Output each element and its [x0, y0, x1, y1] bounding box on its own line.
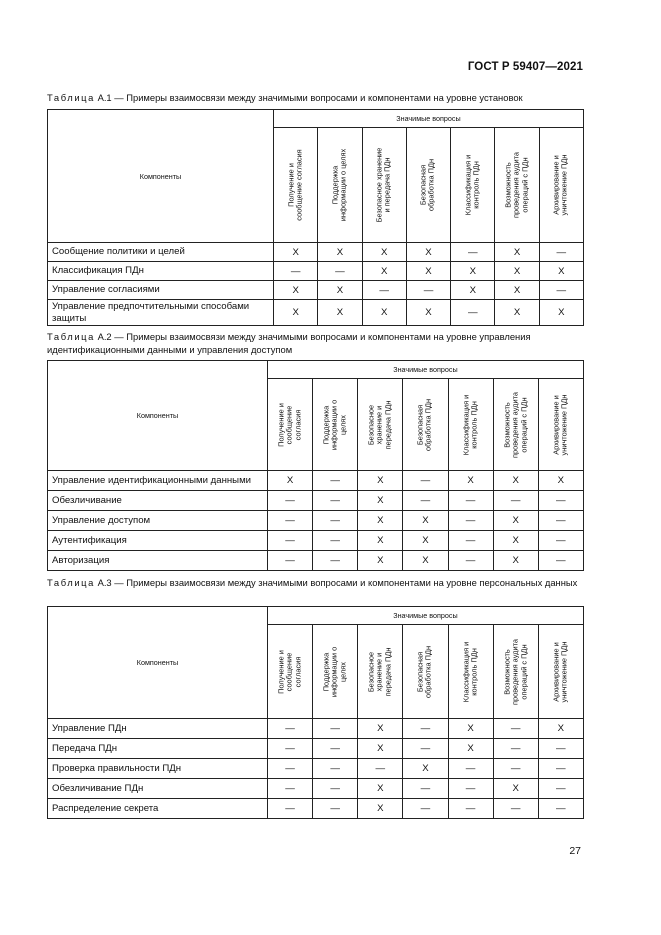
column-header [318, 128, 362, 243]
column-header [268, 625, 313, 719]
column-header [539, 128, 583, 243]
relation-mark: X [406, 300, 450, 326]
relation-mark: X [358, 719, 403, 739]
relation-mark: X [495, 281, 539, 300]
relation-mark: — [268, 491, 313, 511]
relation-mark: X [362, 300, 406, 326]
column-header [362, 128, 406, 243]
column-header [493, 625, 538, 719]
table-row [48, 779, 584, 799]
significant-questions-header: Значимые вопросы [268, 361, 584, 379]
relation-mark: X [403, 531, 448, 551]
relation-mark: — [493, 491, 538, 511]
column-header-label: Безопасное хранение и передача ПДн [366, 400, 393, 449]
relation-mark: — [448, 531, 493, 551]
column-header [313, 379, 358, 471]
relation-mark: — [538, 779, 583, 799]
relation-mark: — [539, 281, 583, 300]
relation-mark: — [318, 262, 362, 281]
table-row [48, 471, 584, 491]
relation-mark: X [268, 471, 313, 491]
relation-mark: X [318, 300, 362, 326]
relation-mark: — [313, 759, 358, 779]
relation-mark: X [538, 719, 583, 739]
relation-mark: X [318, 243, 362, 262]
table-row [48, 511, 584, 531]
column-header [313, 625, 358, 719]
page-number: 27 [569, 845, 581, 857]
relation-mark: X [274, 281, 318, 300]
component-name: Проверка правильности ПДн [48, 759, 268, 779]
table-row [48, 759, 584, 779]
relation-mark: X [448, 719, 493, 739]
relation-mark: — [493, 799, 538, 819]
relation-mark: X [358, 799, 403, 819]
component-name: Управление предпочтительными способами защиты [48, 300, 274, 326]
significant-questions-header: Значимые вопросы [274, 110, 584, 128]
relation-mark: X [358, 511, 403, 531]
relation-mark: — [538, 739, 583, 759]
table-a2 [47, 360, 584, 571]
table-a3-caption [47, 577, 583, 590]
relation-mark: X [495, 300, 539, 326]
relation-mark: — [493, 739, 538, 759]
relation-mark: X [493, 511, 538, 531]
column-header-label: Безопасная обработка ПДн [416, 398, 434, 451]
component-name: Передача ПДн [48, 739, 268, 759]
relation-mark: — [403, 719, 448, 739]
relation-mark: X [495, 243, 539, 262]
relation-mark: — [313, 551, 358, 571]
table-a1-caption [47, 92, 583, 105]
column-header-label: Безопасная обработка ПДн [419, 158, 437, 212]
relation-mark: — [268, 759, 313, 779]
relation-mark: — [538, 491, 583, 511]
relation-mark: X [358, 491, 403, 511]
column-header-label: Получение и сообщение согласия [276, 649, 303, 694]
column-header-label: Архивирование и уничтожение ПДн [551, 641, 569, 702]
column-header [451, 128, 495, 243]
relation-mark: — [538, 759, 583, 779]
relation-mark: — [274, 262, 318, 281]
table-a3 [47, 606, 584, 819]
column-header-label: Поддержка информации о целях [321, 646, 348, 697]
relation-mark: X [403, 551, 448, 571]
column-header [403, 379, 448, 471]
table-row [48, 799, 584, 819]
relation-mark: — [406, 281, 450, 300]
relation-mark: — [538, 511, 583, 531]
column-header-label: Получение и сообщение согласия [286, 149, 304, 221]
component-name: Обезличивание ПДн [48, 779, 268, 799]
component-name: Классификация ПДн [48, 262, 274, 281]
relation-mark: X [362, 262, 406, 281]
relation-mark: — [538, 531, 583, 551]
relation-mark: X [448, 739, 493, 759]
relation-mark: — [448, 491, 493, 511]
relation-mark: — [448, 799, 493, 819]
table-row [48, 719, 584, 739]
relation-mark: — [448, 759, 493, 779]
table-title: — Примеры взаимосвязи между значимыми вопросами и компонентами на уровне установок [111, 92, 523, 103]
component-name: Авторизация [48, 551, 268, 571]
column-header [358, 625, 403, 719]
relation-mark: X [358, 739, 403, 759]
relation-mark: — [538, 799, 583, 819]
relation-mark: — [268, 799, 313, 819]
relation-mark: — [539, 243, 583, 262]
column-header-label: Архивирование и уничтожение ПДн [551, 394, 569, 455]
table-label: Таблица [47, 577, 95, 588]
column-header [448, 625, 493, 719]
relation-mark: — [268, 719, 313, 739]
relation-mark: X [358, 779, 403, 799]
table-number: А.1 [97, 92, 112, 103]
relation-mark: — [358, 759, 403, 779]
table-row [48, 531, 584, 551]
relation-mark: X [406, 262, 450, 281]
relation-mark: — [268, 511, 313, 531]
column-header-label: Возможность проведения аудита операций с ПДн [503, 151, 530, 219]
column-header-label: Архивирование и уничтожение ПДн [551, 154, 570, 216]
relation-mark: — [451, 243, 495, 262]
relation-mark: X [358, 471, 403, 491]
component-name: Управление согласиями [48, 281, 274, 300]
relation-mark: — [313, 471, 358, 491]
table-row [48, 300, 584, 326]
relation-mark: — [493, 719, 538, 739]
relation-mark: X [448, 471, 493, 491]
relation-mark: — [313, 491, 358, 511]
relation-mark: X [358, 531, 403, 551]
relation-mark: — [493, 759, 538, 779]
relation-mark: X [274, 300, 318, 326]
table-row [48, 739, 584, 759]
relation-mark: X [451, 262, 495, 281]
relation-mark: — [313, 511, 358, 531]
table-a1 [47, 109, 584, 326]
component-name: Аутентификация [48, 531, 268, 551]
column-header [268, 379, 313, 471]
column-header [403, 625, 448, 719]
column-header-label: Классификация и контроль ПДн [461, 641, 479, 702]
relation-mark: — [268, 739, 313, 759]
component-name: Управление идентификационными данными [48, 471, 268, 491]
relation-mark: X [539, 300, 583, 326]
table-row [48, 243, 584, 262]
table-row [48, 551, 584, 571]
table-number: А.3 [97, 577, 112, 588]
table-row [48, 262, 584, 281]
component-name: Распределение секрета [48, 799, 268, 819]
table-number: А.2 [97, 331, 112, 342]
component-name: Обезличивание [48, 491, 268, 511]
relation-mark: — [448, 511, 493, 531]
relation-mark: X [493, 471, 538, 491]
column-header-label: Классификация и контроль ПДн [463, 154, 481, 216]
column-header [406, 128, 450, 243]
column-header-label: Поддержка информации о целях [330, 148, 348, 222]
relation-mark: — [403, 491, 448, 511]
table-label: Таблица [47, 92, 95, 103]
column-header-label: Поддержка информации о целях [321, 399, 348, 450]
column-header-label: Безопасное хранение и передача ПДн [374, 147, 393, 223]
relation-mark: — [403, 471, 448, 491]
relation-mark: — [448, 779, 493, 799]
relation-mark: — [403, 799, 448, 819]
relation-mark: X [406, 243, 450, 262]
relation-mark: — [313, 719, 358, 739]
column-header-label: Безопасная обработка ПДн [416, 645, 434, 698]
components-header: Компоненты [48, 110, 274, 243]
components-header: Компоненты [48, 607, 268, 719]
column-header [538, 379, 583, 471]
relation-mark: — [268, 531, 313, 551]
component-name: Управление доступом [48, 511, 268, 531]
relation-mark: X [538, 471, 583, 491]
column-header-label: Безопасное хранение и передача ПДн [366, 647, 393, 696]
table-a2-caption [47, 331, 583, 356]
column-header-label: Возможность проведения аудита операций с ПДн [502, 638, 528, 705]
relation-mark: — [403, 779, 448, 799]
relation-mark: — [403, 739, 448, 759]
relation-mark: X [493, 531, 538, 551]
relation-mark: — [313, 739, 358, 759]
relation-mark: X [403, 759, 448, 779]
relation-mark: — [362, 281, 406, 300]
relation-mark: — [451, 300, 495, 326]
table-row [48, 491, 584, 511]
relation-mark: X [274, 243, 318, 262]
table-label: Таблица [47, 331, 95, 342]
column-header [358, 379, 403, 471]
component-name: Управление ПДн [48, 719, 268, 739]
relation-mark: X [493, 779, 538, 799]
relation-mark: — [313, 799, 358, 819]
relation-mark: X [362, 243, 406, 262]
column-header [274, 128, 318, 243]
column-header-label: Получение и сообщение согласия [276, 402, 303, 447]
relation-mark: X [451, 281, 495, 300]
column-header [538, 625, 583, 719]
relation-mark: X [495, 262, 539, 281]
column-header [448, 379, 493, 471]
table-title: — Примеры взаимосвязи между значимыми вопросами и компонентами на уровне персональных данных [111, 577, 578, 588]
relation-mark: — [268, 551, 313, 571]
component-name: Сообщение политики и целей [48, 243, 274, 262]
column-header-label: Возможность проведения аудита операций с ПДн [502, 391, 528, 458]
column-header-label: Классификация и контроль ПДн [461, 394, 479, 455]
relation-mark: X [318, 281, 362, 300]
relation-mark: X [493, 551, 538, 571]
column-header [495, 128, 539, 243]
relation-mark: — [538, 551, 583, 571]
significant-questions-header: Значимые вопросы [268, 607, 584, 625]
relation-mark: — [448, 551, 493, 571]
document-header: ГОСТ Р 59407—2021 [467, 61, 583, 73]
relation-mark: — [268, 779, 313, 799]
relation-mark: — [313, 779, 358, 799]
table-title: — Примеры взаимосвязи между значимыми вопросами и компонентами на уровне управления идентификационными данными и управления доступом [47, 331, 531, 355]
relation-mark: — [313, 531, 358, 551]
column-header [493, 379, 538, 471]
relation-mark: X [539, 262, 583, 281]
relation-mark: X [358, 551, 403, 571]
components-header: Компоненты [48, 361, 268, 471]
relation-mark: X [403, 511, 448, 531]
table-row [48, 281, 584, 300]
